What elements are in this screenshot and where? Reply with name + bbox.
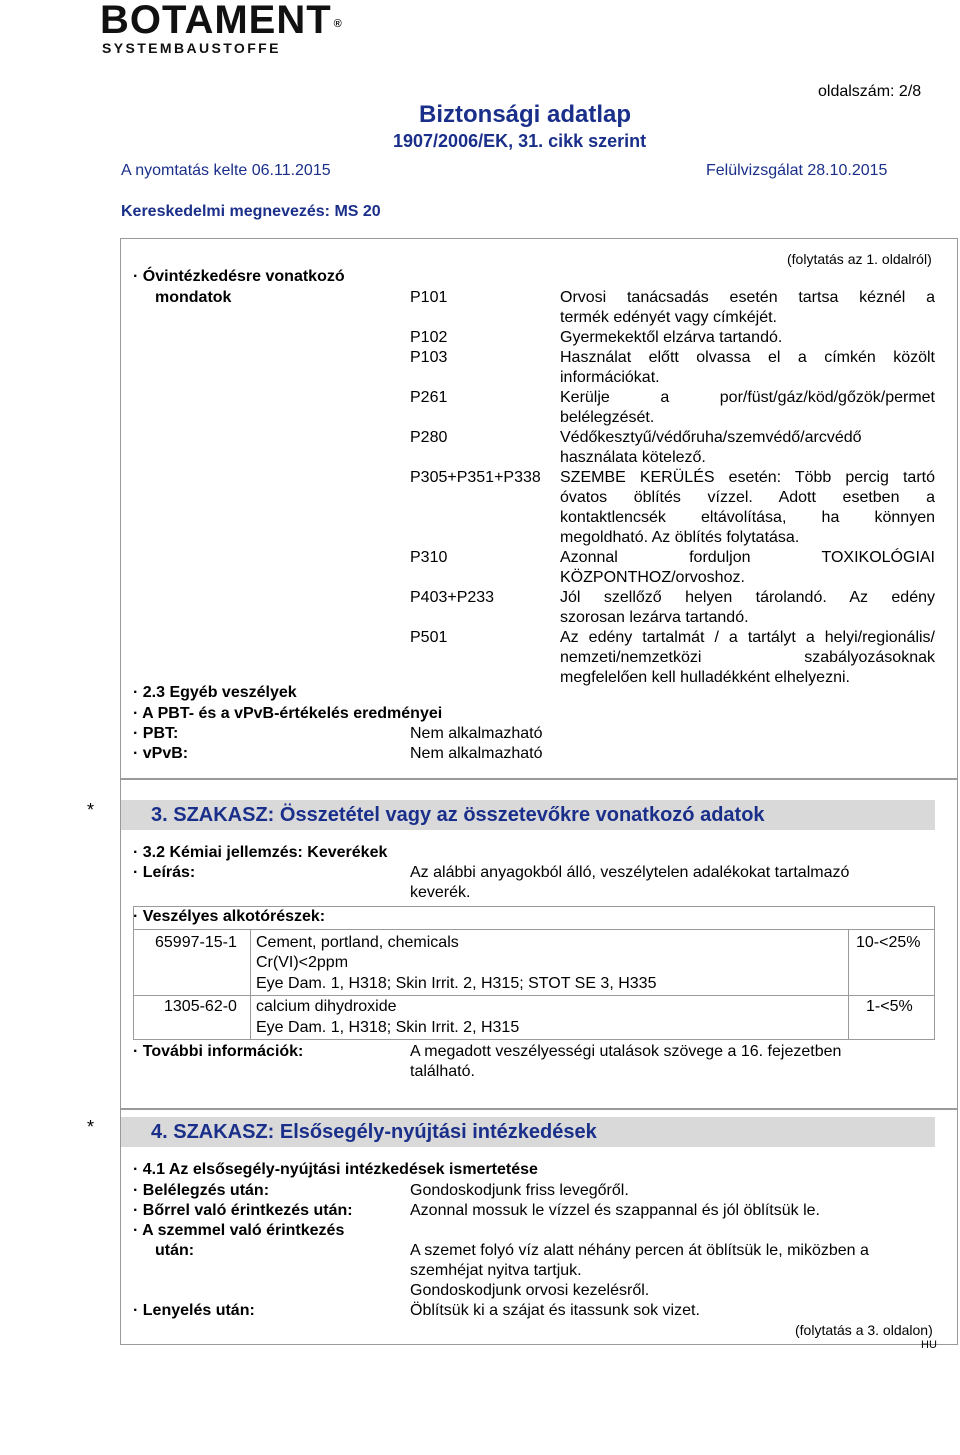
section-3-title: 3. SZAKASZ: Összetétel vagy az összetevőkre vonatkozó adatok <box>151 804 765 826</box>
statement-code: P501 <box>410 629 448 646</box>
component-name: calcium dihydroxide <box>256 998 397 1015</box>
section-3-header <box>121 800 935 830</box>
continued-from-note: (folytatás az 1. oldalról) <box>787 251 932 267</box>
statement-code: P403+P233 <box>410 589 495 606</box>
eye-contact-line-3: Gondoskodjunk orvosi kezelésről. <box>410 1282 650 1299</box>
document-title: Biztonsági adatlap <box>419 101 632 128</box>
component-classification: Eye Dam. 1, H318; Skin Irrit. 2, H315 <box>256 1019 520 1036</box>
table-divider <box>848 929 849 1040</box>
statement-text: Az edény tartalmát / a tartályt a helyi/regionális/ <box>560 629 935 646</box>
statement-text: használata kötelező. <box>560 449 706 466</box>
description-label: · Leírás: <box>133 864 196 881</box>
section-4-header <box>121 1117 935 1147</box>
statement-text: termék edényét vagy címkéjét. <box>560 309 777 326</box>
revision-date: Felülvizsgálat 28.10.2015 <box>706 162 888 179</box>
composition-subheading: · 3.2 Kémiai jellemzés: Keverékek <box>133 844 388 861</box>
table-divider <box>133 995 935 996</box>
statement-text: kontaktlencsék eltávolítása, ha könnyen <box>560 509 935 526</box>
statement-text: Orvosi tanácsadás esetén tartsa kéznél a <box>560 289 935 306</box>
description-line-2: keverék. <box>410 884 471 901</box>
table-divider <box>133 929 935 930</box>
vpvb-value: Nem alkalmazható <box>410 745 543 762</box>
statement-text: Használat előtt olvassa el a címkén közölt <box>560 349 935 366</box>
component-concentration: 1-<5% <box>866 998 913 1015</box>
skin-contact-value: Azonnal mossuk le vízzel és szappannal és jól öblítsük le. <box>410 1202 820 1219</box>
statement-text: Védőkesztyű/védőruha/szemvédő/arcvédő <box>560 429 862 446</box>
logo-text: BOTAMENT <box>100 0 332 42</box>
statement-code: P261 <box>410 389 448 406</box>
company-logo <box>100 0 343 40</box>
precaution-label-cont: mondatok <box>155 289 232 306</box>
statement-text: KÖZPONTHOZ/orvoshoz. <box>560 569 745 586</box>
component-name-cont: Cr(VI)<2ppm <box>256 954 349 971</box>
other-hazards-heading: · 2.3 Egyéb veszélyek <box>133 684 297 701</box>
statement-text: információkat. <box>560 369 660 386</box>
language-code: HU <box>921 1339 937 1351</box>
component-concentration: 10-<25% <box>856 934 921 951</box>
hazardous-components-label: · Veszélyes alkotórészek: <box>133 908 326 925</box>
pbt-heading: · A PBT- és a vPvB-értékelés eredményei <box>133 705 443 722</box>
statement-code: P310 <box>410 549 448 566</box>
statement-text: nemzeti/nemzetközi szabályozásoknak <box>560 649 935 666</box>
eye-contact-label: · A szemmel való érintkezés <box>133 1222 345 1239</box>
table-divider <box>250 929 251 1040</box>
ingestion-label: · Lenyelés után: <box>133 1302 255 1319</box>
inhalation-label: · Belélegzés után: <box>133 1182 270 1199</box>
more-info-line-1: A megadott veszélyességi utalások szövege a 16. fejezetben <box>410 1043 842 1060</box>
component-classification: Eye Dam. 1, H318; Skin Irrit. 2, H315; STOT SE 3, H335 <box>256 975 657 992</box>
statement-text: SZEMBE KERÜLÉS esetén: Több percig tartó <box>560 469 935 486</box>
logo-subtitle: SYSTEMBAUSTOFFE <box>102 40 281 56</box>
statement-code: P102 <box>410 329 448 346</box>
continued-to-note: (folytatás a 3. oldalon) <box>795 1322 933 1338</box>
component-name: Cement, portland, chemicals <box>256 934 459 951</box>
statement-text: megoldható. Az öblítés folytatása. <box>560 529 800 546</box>
statement-text: Gyermekektől elzárva tartandó. <box>560 329 783 346</box>
print-date: A nyomtatás kelte 06.11.2015 <box>121 162 331 179</box>
description-line-1: Az alábbi anyagokból álló, veszélytelen adalékokat tartalmazó <box>410 864 850 881</box>
statement-text: Jól szellőző helyen tárolandó. Az edény <box>560 589 935 606</box>
registered-mark-icon: ® <box>333 18 343 30</box>
statement-code: P101 <box>410 289 448 306</box>
statement-code: P280 <box>410 429 448 446</box>
more-info-label: · További információk: <box>133 1043 304 1060</box>
statement-text: Kerülje a por/füst/gáz/köd/gőzök/permet <box>560 389 935 406</box>
trade-name: Kereskedelmi megnevezés: MS 20 <box>121 203 381 220</box>
vpvb-label: · vPvB: <box>133 745 189 762</box>
precaution-label: · Óvintézkedésre vonatkozó <box>133 268 345 285</box>
inhalation-value: Gondoskodjunk friss levegőről. <box>410 1182 629 1199</box>
pbt-label: · PBT: <box>133 725 179 742</box>
statement-code: P103 <box>410 349 448 366</box>
statement-text: Azonnal forduljon TOXIKOLÓGIAI <box>560 549 935 566</box>
eye-contact-line-1: A szemet folyó víz alatt néhány percen át öblítsük le, miközben a <box>410 1242 869 1259</box>
statement-text: megfelelően kell hulladékként elhelyezni. <box>560 669 850 686</box>
more-info-line-2: található. <box>410 1063 475 1080</box>
statement-text: óvatos öblítés vízzel. Adott esetben a <box>560 489 935 506</box>
statement-text: belélegzését. <box>560 409 655 426</box>
eye-contact-label-cont: után: <box>155 1242 195 1259</box>
statement-text: szorosan lezárva tartandó. <box>560 609 749 626</box>
section-4-title: 4. SZAKASZ: Elsősegély-nyújtási intézkedések <box>151 1121 597 1143</box>
first-aid-subheading: · 4.1 Az elsősegély-nyújtási intézkedések ismertetése <box>133 1161 538 1178</box>
document-subtitle: 1907/2006/EK, 31. cikk szerint <box>393 131 647 151</box>
eye-contact-line-2: szemhéjat nyitva tartjuk. <box>410 1262 582 1279</box>
page-number: oldalszám: 2/8 <box>818 83 922 100</box>
change-marker: * <box>87 800 95 820</box>
component-cas: 1305-62-0 <box>164 998 237 1015</box>
pbt-value: Nem alkalmazható <box>410 725 543 742</box>
skin-contact-label: · Bőrrel való érintkezés után: <box>133 1202 353 1219</box>
ingestion-value: Öblítsük ki a szájat és itassunk sok vizet. <box>410 1302 700 1319</box>
change-marker: * <box>87 1117 95 1137</box>
statement-code: P305+P351+P338 <box>410 469 541 486</box>
component-cas: 65997-15-1 <box>155 934 237 951</box>
